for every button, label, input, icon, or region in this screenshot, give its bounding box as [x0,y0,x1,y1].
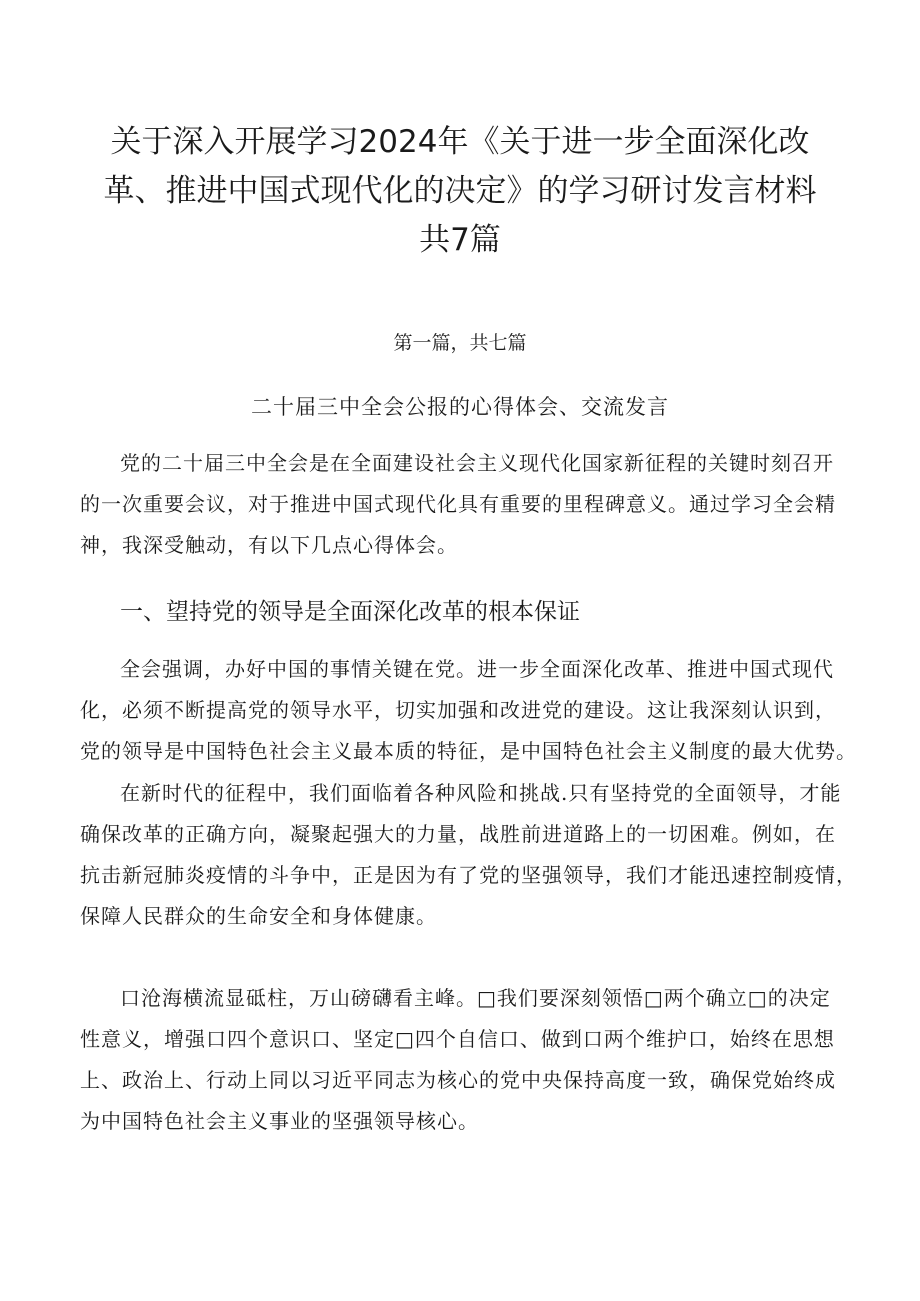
title-line: 革、推进中国式现代化的决定》的学习研讨发言材料 [103,173,817,209]
title-line: 共7篇 [419,222,501,258]
paragraph-line: 抗击新冠肺炎疫情的斗争中，正是因为有了党的坚强领导，我们才能迅速控制疫情， [80,863,857,887]
paragraph-line: 为中国特色社会主义事业的坚强领导核心。 [80,1109,479,1133]
paragraph-party-leadership [80,649,870,772]
paragraph-line: 性意义，增强口四个意识口、坚定□四个自信口、做到口两个维护口，始终在思想 [80,1027,835,1051]
paragraph-line: 保障人民群众的生命安全和身体健康。 [80,904,437,928]
paragraph-line: 党的领导是中国特色社会主义最本质的特征，是中国特色社会主义制度的最大优势。 [80,739,857,763]
paragraph-line: 化，必须不断提高党的领导水平，切实加强和改进党的建设。这让我深刻认识到， [80,698,836,722]
title-line: 关于深入开展学习2024年《关于进一步全面深化改 [110,124,810,160]
paragraph-line: 口沧海横流显砥柱，万山磅礴看主峰。□我们要深刻领悟□两个确立□的决定 [120,986,831,1010]
paragraph-new-era [80,773,870,937]
paragraph-two-establishments [80,978,870,1142]
paragraph-line: 党的二十届三中全会是在全面建设社会主义现代化国家新征程的关键时刻召开 [120,451,834,475]
section-heading: 一、望持党的领导是全面深化改革的根本保证 [120,599,580,625]
paragraph-line: 神，我深受触动，有以下几点心得体会。 [80,533,458,557]
paragraph-line: 的一次重要会议，对于推进中国式现代化具有重要的里程碑意义。通过学习全会精 [80,492,836,516]
document-title [100,118,820,265]
paragraph-line: 全会强调，办好中国的事情关键在党。进一步全面深化改革、推进中国式现代 [120,657,834,681]
paragraph-line: 在新时代的征程中，我们面临着各种风险和挑战.只有坚持党的全面领导，才能 [120,781,842,805]
part-label: 第一篇，共七篇 [393,332,527,354]
paragraph-line: 上、政治上、行动上同以习近平同志为核心的党中央保持高度一致，确保党始终成 [80,1068,836,1092]
paragraph-line: 确保改革的正确方向，凝聚起强大的力量，战胜前进道路上的一切困难。例如，在 [80,822,836,846]
section-subtitle: 二十届三中全会公报的心得体会、交流发言 [251,395,669,419]
paragraph-intro [80,443,870,566]
